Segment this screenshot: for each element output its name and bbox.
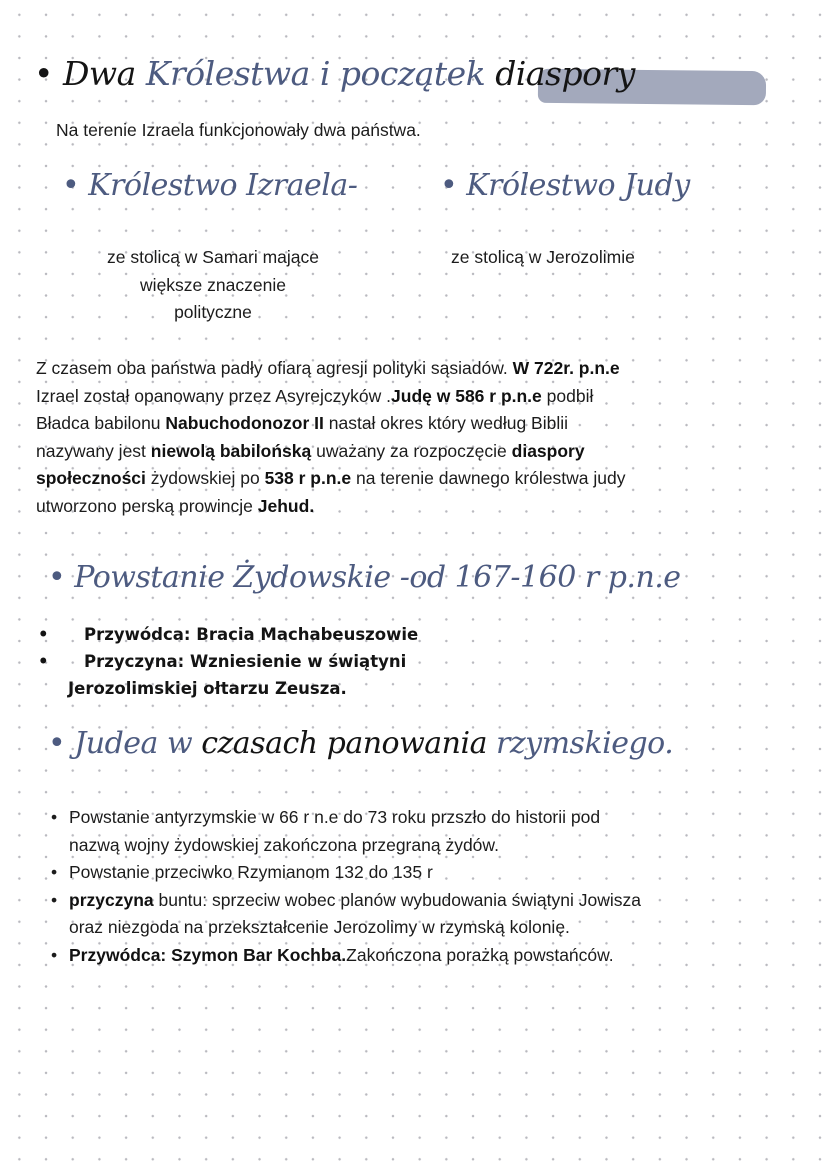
item-text: Przywódca: Bracia Machabeuszowie xyxy=(84,625,419,644)
para-line xyxy=(36,438,626,466)
text-run: Bładca babilonu xyxy=(36,413,166,433)
text-run: na terenie dawnego królestwa judy xyxy=(351,468,626,488)
kingdom-israel-title xyxy=(62,167,357,205)
title-part: Judea w xyxy=(74,726,202,761)
bullet-icon: • xyxy=(51,807,58,827)
list-item-continuation: Jerozolimskiej ołtarzu Zeusza. xyxy=(68,679,347,698)
text-run: Z czasem oba państwa padły ofiarą agresji polityki sąsiadów. xyxy=(36,358,513,378)
text-run-bold: 538 r p.n.e xyxy=(264,468,352,488)
kingdom-title-text: Królestwo Izraela- xyxy=(88,168,358,203)
list-item xyxy=(51,887,641,942)
text-run: podbił xyxy=(541,385,594,406)
text-run-bold: Judę w 586 r p.n.e xyxy=(391,385,542,406)
para-line xyxy=(36,383,626,411)
text-run: nastał okres który według Biblii xyxy=(323,413,569,433)
uprising-details xyxy=(38,621,418,702)
text-run-bold: Jehud. xyxy=(257,495,315,516)
text-run-bold: diaspory xyxy=(511,440,585,461)
list-item xyxy=(51,942,641,970)
kingdom-title-text: Królestwo Judy xyxy=(466,168,690,203)
item-line: oraz niezgoda na przekształcenie Jerozolimy w rzymską kolonię. xyxy=(69,917,570,937)
section-title-3 xyxy=(48,725,673,763)
item-line: nazwą wojny żydowskiej zakończona przegraną żydów. xyxy=(69,834,499,855)
text-run: nazywany jest xyxy=(36,440,151,461)
text-run-bold: Przywódca: Szymon Bar Kochba. xyxy=(69,944,347,965)
list-item xyxy=(38,648,418,675)
text-run: utworzono perską prowincje xyxy=(36,495,258,516)
text-run: Izrael został opanowany przez Asyrejczyków . xyxy=(36,385,392,406)
list-item xyxy=(51,859,641,887)
bullet-icon: • xyxy=(38,652,49,671)
bullet-icon: • xyxy=(48,560,66,595)
para-line xyxy=(36,465,626,493)
kingdom-israel-desc xyxy=(60,244,366,327)
bullet-icon: • xyxy=(48,726,66,761)
bullet-icon: • xyxy=(51,862,58,882)
para-line xyxy=(36,493,626,521)
text-run-bold: Nabuchodonozor II xyxy=(165,413,324,433)
text-run: uważany za rozpoczęcie xyxy=(311,440,512,461)
title-part: rzymskiego. xyxy=(496,726,674,761)
bullet-icon: • xyxy=(51,889,58,910)
text-run: Zakończona porażką powstańców. xyxy=(346,944,614,965)
list-item xyxy=(38,621,418,648)
desc-line: większe znaczenie xyxy=(140,274,286,295)
bullet-icon: • xyxy=(38,625,49,644)
item-line: Powstanie przeciwko Rzymianom 132 do 135 r xyxy=(69,862,433,882)
roman-period-list xyxy=(51,804,641,969)
history-paragraph xyxy=(36,355,626,520)
para-line xyxy=(36,355,626,383)
title-part: czasach panowania xyxy=(201,726,497,761)
kingdom-judah-desc: ze stolicą w Jerozolimie xyxy=(451,247,635,267)
bullet-icon: • xyxy=(440,168,458,203)
intro-text: Na terenie Izraela funkcjonowały dwa państwa. xyxy=(56,120,421,140)
text-run: buntu: sprzeciw wobec planów wybudowania świątyni Jowisza xyxy=(153,889,641,910)
desc-line: polityczne xyxy=(174,302,252,322)
item-line xyxy=(69,942,641,970)
text-run-bold: niewolą babilońską xyxy=(150,440,312,461)
section-title-text: Powstanie Żydowskie -od 167-160 r p.n.e xyxy=(74,560,681,595)
item-line xyxy=(69,887,641,915)
item-line: Powstanie antyrzymskie w 66 r n.e do 73 roku przszło do historii pod xyxy=(69,807,601,827)
title-part: Królestwa i początek xyxy=(145,54,496,93)
text-run-bold: W 722r. p.n.e xyxy=(512,358,620,378)
bullet-icon: • xyxy=(51,944,58,965)
bullet-icon: • xyxy=(62,168,80,203)
text-run-bold: przyczyna xyxy=(69,889,154,910)
item-text: Przyczyna: Wzniesienie w świątyni xyxy=(84,652,407,671)
desc-line: ze stolicą w Samari mające xyxy=(106,247,320,267)
section-title-1 xyxy=(34,54,635,94)
para-line xyxy=(36,410,626,438)
title-part: diaspory xyxy=(495,54,635,93)
list-item xyxy=(51,804,641,859)
title-part: Dwa xyxy=(62,54,146,93)
text-run: żydowskiej po xyxy=(145,468,265,488)
section-title-2 xyxy=(48,559,681,597)
bullet-icon: • xyxy=(34,54,53,93)
text-run-bold: społeczności xyxy=(36,468,146,488)
kingdom-judah-title xyxy=(440,167,690,205)
